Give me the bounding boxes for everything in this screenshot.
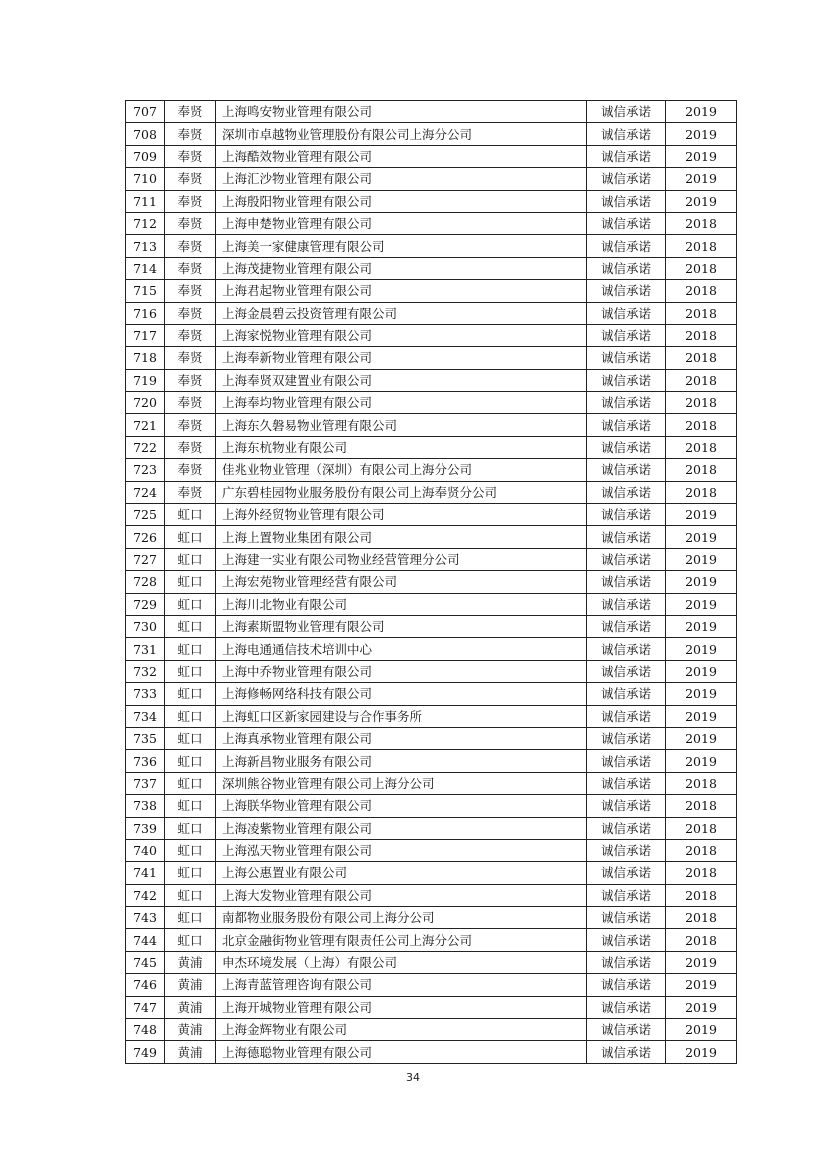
row-number: 712 [126, 212, 165, 234]
company-list-table [125, 100, 737, 1064]
company-name-cell: 上海开城物业管理有限公司 [216, 996, 587, 1018]
commitment-type-cell: 诚信承诺 [587, 615, 666, 637]
district-cell: 奉贤 [165, 302, 216, 324]
commitment-type-cell: 诚信承诺 [587, 324, 666, 346]
row-number: 727 [126, 548, 165, 570]
commitment-type-cell: 诚信承诺 [587, 145, 666, 167]
table-row [126, 951, 737, 973]
commitment-type-cell: 诚信承诺 [587, 123, 666, 145]
company-name-cell: 上海真承物业管理有限公司 [216, 727, 587, 749]
company-name-cell: 上海川北物业有限公司 [216, 593, 587, 615]
district-cell: 虹口 [165, 571, 216, 593]
district-cell: 奉贤 [165, 145, 216, 167]
table-row [126, 571, 737, 593]
table-row [126, 436, 737, 458]
company-name-cell: 广东碧桂园物业服务股份有限公司上海奉贤分公司 [216, 481, 587, 503]
district-cell: 奉贤 [165, 459, 216, 481]
district-cell: 虹口 [165, 727, 216, 749]
row-number: 726 [126, 526, 165, 548]
table-row [126, 996, 737, 1018]
table-row [126, 459, 737, 481]
district-cell: 虹口 [165, 683, 216, 705]
table-row [126, 504, 737, 526]
year-cell: 2019 [666, 168, 737, 190]
commitment-type-cell: 诚信承诺 [587, 190, 666, 212]
commitment-type-cell: 诚信承诺 [587, 996, 666, 1018]
district-cell: 虹口 [165, 705, 216, 727]
row-number: 728 [126, 571, 165, 593]
year-cell: 2018 [666, 862, 737, 884]
district-cell: 奉贤 [165, 190, 216, 212]
district-cell: 奉贤 [165, 101, 216, 123]
table-row [126, 593, 737, 615]
table-row [126, 839, 737, 861]
table-row [126, 212, 737, 234]
row-number: 739 [126, 817, 165, 839]
year-cell: 2019 [666, 660, 737, 682]
company-name-cell: 上海奉新物业管理有限公司 [216, 347, 587, 369]
district-cell: 虹口 [165, 929, 216, 951]
commitment-type-cell: 诚信承诺 [587, 593, 666, 615]
commitment-type-cell: 诚信承诺 [587, 683, 666, 705]
row-number: 730 [126, 615, 165, 637]
year-cell: 2018 [666, 280, 737, 302]
district-cell: 虹口 [165, 593, 216, 615]
row-number: 736 [126, 750, 165, 772]
district-cell: 奉贤 [165, 324, 216, 346]
company-name-cell: 南都物业服务股份有限公司上海分公司 [216, 907, 587, 929]
row-number: 745 [126, 951, 165, 973]
district-cell: 奉贤 [165, 392, 216, 414]
company-name-cell: 上海电通通信技术培训中心 [216, 638, 587, 660]
year-cell: 2019 [666, 615, 737, 637]
district-cell: 虹口 [165, 615, 216, 637]
district-cell: 奉贤 [165, 436, 216, 458]
company-name-cell: 佳兆业物业管理（深圳）有限公司上海分公司 [216, 459, 587, 481]
company-name-cell: 上海泓天物业管理有限公司 [216, 839, 587, 861]
commitment-type-cell: 诚信承诺 [587, 392, 666, 414]
district-cell: 虹口 [165, 817, 216, 839]
table-row [126, 907, 737, 929]
commitment-type-cell: 诚信承诺 [587, 862, 666, 884]
year-cell: 2019 [666, 526, 737, 548]
district-cell: 虹口 [165, 526, 216, 548]
year-cell: 2019 [666, 101, 737, 123]
commitment-type-cell: 诚信承诺 [587, 1041, 666, 1063]
year-cell: 2019 [666, 548, 737, 570]
year-cell: 2018 [666, 212, 737, 234]
commitment-type-cell: 诚信承诺 [587, 817, 666, 839]
district-cell: 虹口 [165, 795, 216, 817]
district-cell: 奉贤 [165, 168, 216, 190]
year-cell: 2019 [666, 705, 737, 727]
district-cell: 黄浦 [165, 1041, 216, 1063]
commitment-type-cell: 诚信承诺 [587, 257, 666, 279]
row-number: 749 [126, 1041, 165, 1063]
district-cell: 虹口 [165, 750, 216, 772]
table-row [126, 101, 737, 123]
company-name-cell: 上海茂捷物业管理有限公司 [216, 257, 587, 279]
district-cell: 黄浦 [165, 996, 216, 1018]
company-name-cell: 上海中乔物业管理有限公司 [216, 660, 587, 682]
row-number: 716 [126, 302, 165, 324]
company-name-cell: 上海奉贤双建置业有限公司 [216, 369, 587, 391]
row-number: 714 [126, 257, 165, 279]
row-number: 744 [126, 929, 165, 951]
commitment-type-cell: 诚信承诺 [587, 750, 666, 772]
commitment-type-cell: 诚信承诺 [587, 571, 666, 593]
company-name-cell: 上海新昌物业服务有限公司 [216, 750, 587, 772]
company-name-cell: 上海申楚物业管理有限公司 [216, 212, 587, 234]
commitment-type-cell: 诚信承诺 [587, 436, 666, 458]
commitment-type-cell: 诚信承诺 [587, 548, 666, 570]
commitment-type-cell: 诚信承诺 [587, 660, 666, 682]
commitment-type-cell: 诚信承诺 [587, 772, 666, 794]
row-number: 710 [126, 168, 165, 190]
row-number: 737 [126, 772, 165, 794]
table-row [126, 302, 737, 324]
row-number: 722 [126, 436, 165, 458]
year-cell: 2019 [666, 974, 737, 996]
year-cell: 2018 [666, 392, 737, 414]
company-name-cell: 上海家悦物业管理有限公司 [216, 324, 587, 346]
row-number: 709 [126, 145, 165, 167]
company-name-cell: 上海虹口区新家园建设与合作事务所 [216, 705, 587, 727]
district-cell: 虹口 [165, 862, 216, 884]
company-name-cell: 上海奉均物业管理有限公司 [216, 392, 587, 414]
commitment-type-cell: 诚信承诺 [587, 795, 666, 817]
company-name-cell: 上海青蓝管理咨询有限公司 [216, 974, 587, 996]
company-name-cell: 上海汇沙物业管理有限公司 [216, 168, 587, 190]
year-cell: 2018 [666, 795, 737, 817]
year-cell: 2018 [666, 369, 737, 391]
year-cell: 2019 [666, 145, 737, 167]
table-row [126, 638, 737, 660]
year-cell: 2019 [666, 593, 737, 615]
table-row [126, 257, 737, 279]
commitment-type-cell: 诚信承诺 [587, 280, 666, 302]
table-row [126, 772, 737, 794]
commitment-type-cell: 诚信承诺 [587, 907, 666, 929]
company-name-cell: 上海外经贸物业管理有限公司 [216, 504, 587, 526]
year-cell: 2019 [666, 1041, 737, 1063]
company-name-cell: 上海素斯盟物业管理有限公司 [216, 615, 587, 637]
district-cell: 奉贤 [165, 369, 216, 391]
commitment-type-cell: 诚信承诺 [587, 481, 666, 503]
company-name-cell: 上海修畅网络科技有限公司 [216, 683, 587, 705]
year-cell: 2018 [666, 459, 737, 481]
district-cell: 黄浦 [165, 974, 216, 996]
year-cell: 2018 [666, 929, 737, 951]
company-name-cell: 上海鸣安物业管理有限公司 [216, 101, 587, 123]
year-cell: 2019 [666, 638, 737, 660]
table-row [126, 660, 737, 682]
district-cell: 虹口 [165, 660, 216, 682]
row-number: 733 [126, 683, 165, 705]
row-number: 747 [126, 996, 165, 1018]
row-number: 748 [126, 1019, 165, 1041]
company-name-cell: 上海金晨碧云投资管理有限公司 [216, 302, 587, 324]
year-cell: 2018 [666, 839, 737, 861]
commitment-type-cell: 诚信承诺 [587, 504, 666, 526]
commitment-type-cell: 诚信承诺 [587, 839, 666, 861]
company-name-cell: 上海殷阳物业管理有限公司 [216, 190, 587, 212]
year-cell: 2018 [666, 436, 737, 458]
table-row [126, 795, 737, 817]
company-name-cell: 上海德聪物业管理有限公司 [216, 1041, 587, 1063]
commitment-type-cell: 诚信承诺 [587, 526, 666, 548]
district-cell: 虹口 [165, 504, 216, 526]
district-cell: 虹口 [165, 772, 216, 794]
table-row [126, 347, 737, 369]
company-name-cell: 上海金辉物业有限公司 [216, 1019, 587, 1041]
commitment-type-cell: 诚信承诺 [587, 929, 666, 951]
table-row [126, 727, 737, 749]
district-cell: 虹口 [165, 839, 216, 861]
district-cell: 虹口 [165, 638, 216, 660]
year-cell: 2018 [666, 302, 737, 324]
row-number: 724 [126, 481, 165, 503]
table-row [126, 190, 737, 212]
commitment-type-cell: 诚信承诺 [587, 459, 666, 481]
row-number: 719 [126, 369, 165, 391]
company-name-cell: 北京金融街物业管理有限责任公司上海分公司 [216, 929, 587, 951]
district-cell: 奉贤 [165, 414, 216, 436]
commitment-type-cell: 诚信承诺 [587, 705, 666, 727]
company-name-cell: 深圳熊谷物业管理有限公司上海分公司 [216, 772, 587, 794]
row-number: 738 [126, 795, 165, 817]
year-cell: 2019 [666, 1019, 737, 1041]
year-cell: 2018 [666, 235, 737, 257]
row-number: 746 [126, 974, 165, 996]
row-number: 721 [126, 414, 165, 436]
row-number: 732 [126, 660, 165, 682]
table-row [126, 862, 737, 884]
district-cell: 虹口 [165, 548, 216, 570]
company-name-cell: 申杰环境发展（上海）有限公司 [216, 951, 587, 973]
year-cell: 2019 [666, 190, 737, 212]
year-cell: 2018 [666, 481, 737, 503]
table-row [126, 750, 737, 772]
district-cell: 奉贤 [165, 481, 216, 503]
table-row [126, 1019, 737, 1041]
district-cell: 奉贤 [165, 257, 216, 279]
table-row [126, 929, 737, 951]
district-cell: 奉贤 [165, 280, 216, 302]
table-row [126, 526, 737, 548]
year-cell: 2019 [666, 996, 737, 1018]
year-cell: 2019 [666, 123, 737, 145]
district-cell: 奉贤 [165, 235, 216, 257]
year-cell: 2019 [666, 504, 737, 526]
commitment-type-cell: 诚信承诺 [587, 884, 666, 906]
company-name-cell: 上海公惠置业有限公司 [216, 862, 587, 884]
year-cell: 2019 [666, 727, 737, 749]
year-cell: 2018 [666, 884, 737, 906]
company-name-cell: 深圳市卓越物业管理股份有限公司上海分公司 [216, 123, 587, 145]
commitment-type-cell: 诚信承诺 [587, 638, 666, 660]
year-cell: 2018 [666, 907, 737, 929]
table-row [126, 235, 737, 257]
commitment-type-cell: 诚信承诺 [587, 101, 666, 123]
table-row [126, 481, 737, 503]
row-number: 713 [126, 235, 165, 257]
district-cell: 虹口 [165, 907, 216, 929]
year-cell: 2019 [666, 683, 737, 705]
table-row [126, 974, 737, 996]
district-cell: 黄浦 [165, 1019, 216, 1041]
district-cell: 奉贤 [165, 123, 216, 145]
row-number: 734 [126, 705, 165, 727]
district-cell: 黄浦 [165, 951, 216, 973]
year-cell: 2018 [666, 324, 737, 346]
year-cell: 2018 [666, 817, 737, 839]
commitment-type-cell: 诚信承诺 [587, 212, 666, 234]
table-row [126, 817, 737, 839]
company-name-cell: 上海建一实业有限公司物业经营管理分公司 [216, 548, 587, 570]
row-number: 743 [126, 907, 165, 929]
table-row [126, 615, 737, 637]
company-name-cell: 上海东久磐易物业管理有限公司 [216, 414, 587, 436]
row-number: 735 [126, 727, 165, 749]
commitment-type-cell: 诚信承诺 [587, 168, 666, 190]
table-row [126, 392, 737, 414]
company-name-cell: 上海凌紫物业管理有限公司 [216, 817, 587, 839]
commitment-type-cell: 诚信承诺 [587, 414, 666, 436]
company-name-cell: 上海宏苑物业管理经营有限公司 [216, 571, 587, 593]
row-number: 715 [126, 280, 165, 302]
company-name-cell: 上海东杭物业有限公司 [216, 436, 587, 458]
row-number: 740 [126, 839, 165, 861]
commitment-type-cell: 诚信承诺 [587, 235, 666, 257]
row-number: 742 [126, 884, 165, 906]
company-name-cell: 上海朕华物业管理有限公司 [216, 795, 587, 817]
year-cell: 2018 [666, 772, 737, 794]
row-number: 723 [126, 459, 165, 481]
table-row [126, 705, 737, 727]
row-number: 731 [126, 638, 165, 660]
row-number: 741 [126, 862, 165, 884]
row-number: 711 [126, 190, 165, 212]
year-cell: 2019 [666, 951, 737, 973]
year-cell: 2018 [666, 347, 737, 369]
table-row [126, 145, 737, 167]
commitment-type-cell: 诚信承诺 [587, 951, 666, 973]
company-name-cell: 上海酷效物业管理有限公司 [216, 145, 587, 167]
row-number: 725 [126, 504, 165, 526]
row-number: 729 [126, 593, 165, 615]
commitment-type-cell: 诚信承诺 [587, 347, 666, 369]
table-row [126, 548, 737, 570]
district-cell: 奉贤 [165, 347, 216, 369]
table-row [126, 884, 737, 906]
commitment-type-cell: 诚信承诺 [587, 1019, 666, 1041]
row-number: 718 [126, 347, 165, 369]
table-row [126, 280, 737, 302]
commitment-type-cell: 诚信承诺 [587, 302, 666, 324]
company-name-cell: 上海君起物业管理有限公司 [216, 280, 587, 302]
table-row [126, 324, 737, 346]
district-cell: 奉贤 [165, 212, 216, 234]
district-cell: 虹口 [165, 884, 216, 906]
row-number: 707 [126, 101, 165, 123]
page-number: 34 [406, 1071, 420, 1084]
row-number: 708 [126, 123, 165, 145]
year-cell: 2019 [666, 571, 737, 593]
company-name-cell: 上海美一家健康管理有限公司 [216, 235, 587, 257]
company-name-cell: 上海上置物业集团有限公司 [216, 526, 587, 548]
year-cell: 2018 [666, 414, 737, 436]
year-cell: 2018 [666, 257, 737, 279]
table-body [126, 101, 737, 1064]
table-row [126, 168, 737, 190]
table-row [126, 1041, 737, 1063]
table-row [126, 123, 737, 145]
commitment-type-cell: 诚信承诺 [587, 974, 666, 996]
company-name-cell: 上海大发物业管理有限公司 [216, 884, 587, 906]
year-cell: 2019 [666, 750, 737, 772]
table-row [126, 414, 737, 436]
commitment-type-cell: 诚信承诺 [587, 369, 666, 391]
table-row [126, 683, 737, 705]
row-number: 720 [126, 392, 165, 414]
table-row [126, 369, 737, 391]
row-number: 717 [126, 324, 165, 346]
commitment-type-cell: 诚信承诺 [587, 727, 666, 749]
